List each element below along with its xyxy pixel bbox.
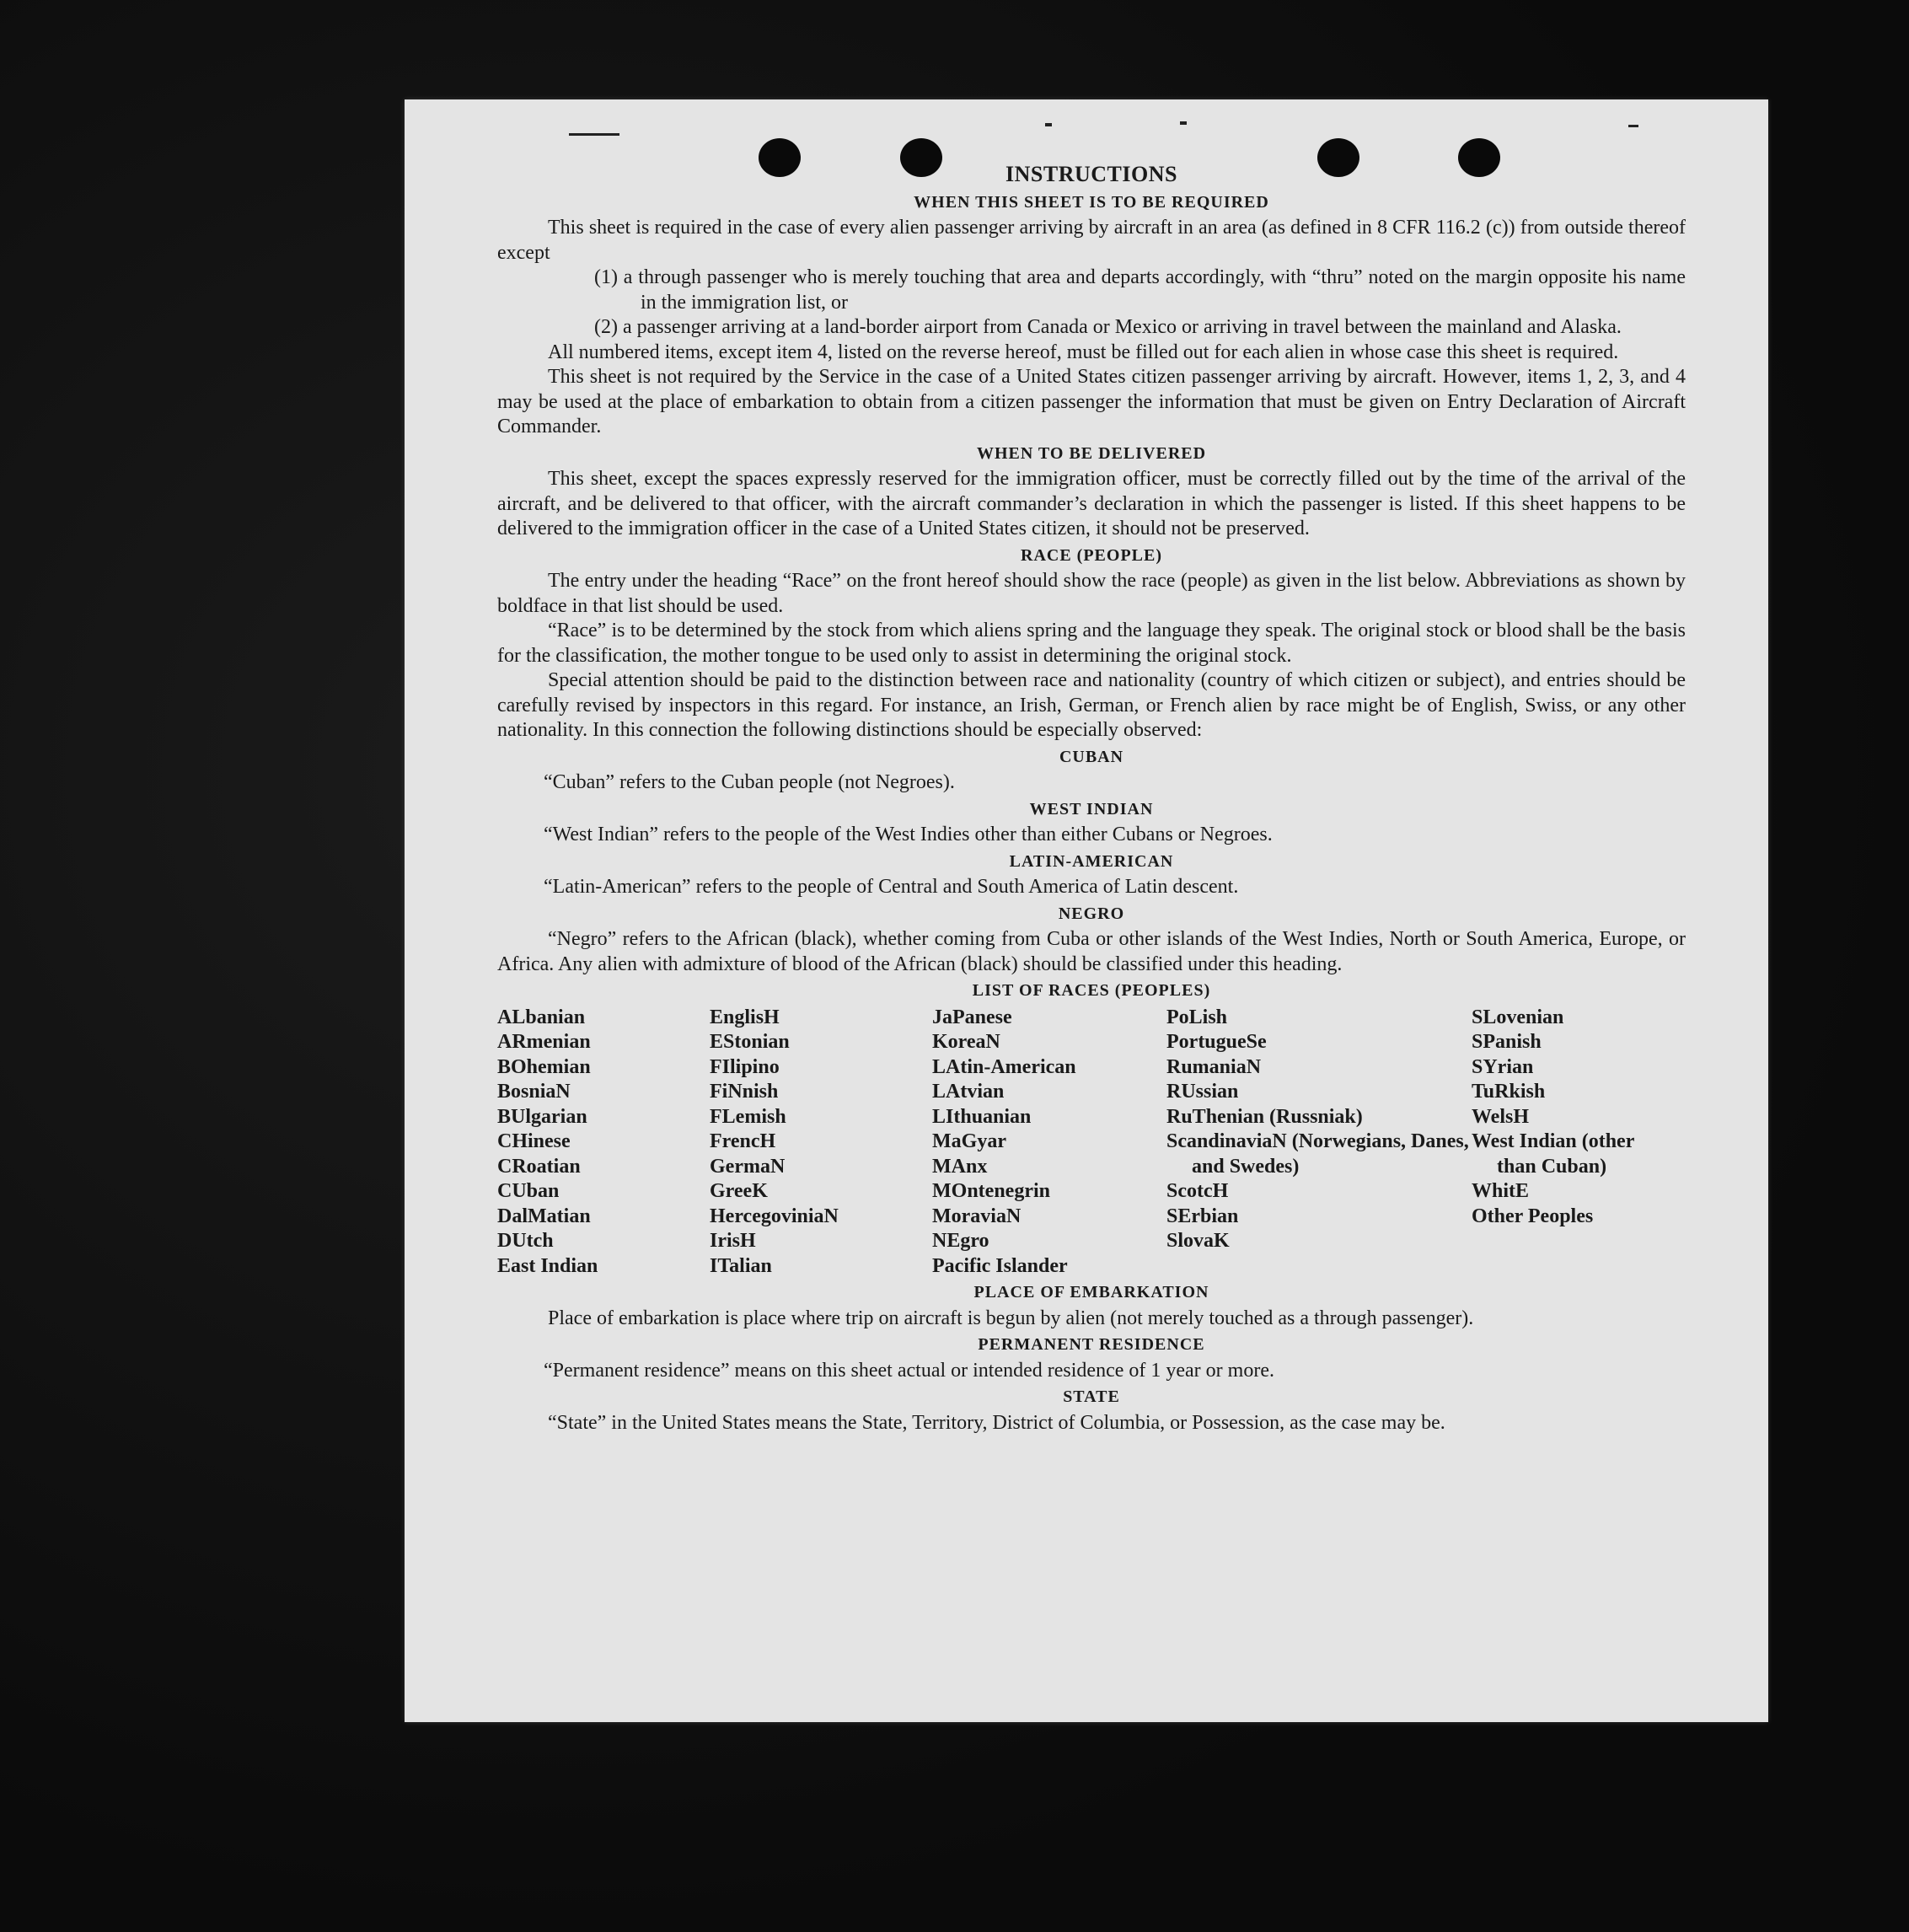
paragraph: All numbered items, except item 4, listed on the reverse hereof, must be filled out for each alien in whose case this sheet is required. [548,341,1619,363]
races-column [497,1006,710,1280]
race-entry: SPanish [1472,1031,1542,1053]
race-entry: Pacific Islander [932,1254,1068,1277]
race-entry: JaPanese [932,1006,1012,1028]
paragraph: “Race” is to be determined by the stock from which aliens spring and the language they speak. The original stock or blood shall be the basis for the classification, the mother tongue to be used only to assist in determining the original stock. [497,620,1686,667]
race-entry: Other Peoples [1472,1205,1594,1227]
race-entry: RumaniaN [1166,1055,1262,1078]
race-entry: MaGyar [932,1130,1006,1152]
section-heading: CUBAN [1059,747,1124,766]
races-list [497,1006,1686,1280]
race-entry: HercegoviniaN [710,1205,839,1227]
section-heading: LATIN-AMERICAN [1009,851,1174,871]
race-entry: BosniaN [497,1081,571,1103]
races-column [1472,1006,1674,1280]
section-heading: RACE (PEOPLE) [1021,545,1162,565]
paragraph: Place of embarkation is place where trip on aircraft is begun by alien (not merely touched as a through passenger). [548,1307,1474,1329]
document-title: INSTRUCTIONS [1005,162,1177,186]
list-item: (2) a passenger arriving at a land-border airport from Canada or Mexico or arriving in travel between the mainland and Alaska. [594,316,1622,338]
paragraph: Special attention should be paid to the distinction between race and nationality (country of which citizen or subject), and entries should be carefully revised by inspectors in this regard. For instance, an Irish, German, or French alien by race might be of English, Swiss, or any other nationality. In this connection the following distinctions should be especially observed: [497,669,1686,741]
race-entry: MoraviaN [932,1205,1022,1227]
race-entry: ScandinaviaN (Norwegians, Danes, and Swedes) [1166,1130,1469,1178]
race-entry: TuRkish [1472,1081,1546,1103]
scan-mark [1180,121,1187,125]
section-heading: NEGRO [1058,904,1125,923]
races-column [710,1006,932,1280]
section-heading: WEST INDIAN [1029,799,1154,818]
paragraph: “Cuban” refers to the Cuban people (not Negroes). [544,771,955,793]
paragraph: The entry under the heading “Race” on the front hereof should show the race (people) as given in the list below. Abbreviations as shown by boldface in that list should be used. [497,570,1686,617]
paragraph: “State” in the United States means the State, Territory, District of Columbia, or Possession, as the case may be. [548,1411,1445,1434]
race-entry: SErbian [1166,1205,1239,1227]
race-entry: LAtin-American [932,1055,1076,1078]
race-entry: CRoatian [497,1155,581,1178]
race-entry: SLovenian [1472,1006,1564,1028]
race-entry: CUban [497,1180,560,1202]
race-entry: FrencH [710,1130,776,1152]
race-entry: WhitE [1472,1180,1530,1202]
scan-mark [569,133,619,136]
instructions-body [497,162,1686,1436]
race-entry: KoreaN [932,1031,1000,1053]
race-entry: LIthuanian [932,1105,1032,1128]
paragraph: This sheet, except the spaces expressly reserved for the immigration officer, must be correctly filled out by the time of the arrival of the aircraft, and be delivered to that officer, with the aircraft commander’s declaration in which the passenger is listed. If this sheet happens to be delivered to the immigration officer in the case of a United States citizen, it should not be preserved. [497,468,1686,539]
race-entry: BOhemian [497,1055,591,1078]
race-entry: ALbanian [497,1006,586,1028]
race-entry: DUtch [497,1230,554,1252]
paragraph: “Negro” refers to the African (black), whether coming from Cuba or other islands of the West Indies, North or South America, Europe, or Africa. Any alien with admixture of blood of the African (black) should be classified under this heading. [497,928,1686,975]
race-entry: IrisH [710,1230,756,1252]
section-heading: PERMANENT RESIDENCE [978,1335,1205,1354]
section-heading: LIST OF RACES (PEOPLES) [972,981,1211,1000]
section-heading: WHEN THIS SHEET IS TO BE REQUIRED [914,192,1269,212]
race-entry: EnglisH [710,1006,780,1028]
race-entry: SlovaK [1166,1230,1230,1252]
race-entry: RUssian [1166,1081,1239,1103]
section-heading: PLACE OF EMBARKATION [973,1283,1209,1301]
race-entry: ScotcH [1166,1180,1229,1202]
race-entry: DalMatian [497,1205,591,1227]
race-entry: LAtvian [932,1081,1005,1103]
scan-mark [1045,123,1052,126]
race-entry: MOntenegrin [932,1180,1050,1202]
races-column [932,1006,1166,1280]
scan-mark [1628,125,1638,127]
races-column [1166,1006,1472,1280]
paragraph: “Latin-American” refers to the people of Central and South America of Latin descent. [544,876,1239,898]
paragraph: “Permanent residence” means on this sheet actual or intended residence of 1 year or more. [544,1359,1274,1382]
race-entry: ITalian [710,1254,772,1277]
race-entry: MAnx [932,1155,988,1178]
race-entry: BUlgarian [497,1105,587,1128]
section-heading: STATE [1063,1387,1120,1406]
race-entry: NEgro [932,1230,989,1252]
race-entry: FIlipino [710,1055,780,1078]
race-entry: EStonian [710,1031,790,1053]
race-entry: FLemish [710,1105,786,1128]
list-item: (1) a through passenger who is merely touching that area and departs accordingly, with “thru” noted on the margin opposite his name in the immigration list, or [594,266,1686,314]
paragraph: This sheet is required in the case of every alien passenger arriving by aircraft in an area (as defined in 8 CFR 116.2 (c)) from outside thereof except [497,217,1686,264]
race-entry: PortugueSe [1166,1031,1267,1053]
paragraph: “West Indian” refers to the people of the West Indies other than either Cubans or Negroes. [544,824,1273,845]
race-entry: GermaN [710,1155,786,1178]
race-entry: CHinese [497,1130,571,1152]
race-entry: ARmenian [497,1031,591,1053]
race-entry: West Indian (other than Cuban) [1472,1130,1634,1178]
race-entry: FiNnish [710,1081,779,1103]
section-heading: WHEN TO BE DELIVERED [976,443,1207,463]
document-page [405,99,1768,1722]
race-entry: GreeK [710,1180,768,1202]
race-entry: East Indian [497,1254,598,1277]
race-entry: RuThenian (Russniak) [1166,1105,1363,1128]
race-entry: SYrian [1472,1055,1534,1078]
race-entry: WelsH [1472,1105,1530,1128]
paragraph: This sheet is not required by the Service in the case of a United States citizen passenger arriving by aircraft. However, items 1, 2, 3, and 4 may be used at the place of embarkation to obtain from a citizen passenger the information that must be given on Entry Declaration of Aircraft Commander. [497,366,1686,437]
race-entry: PoLish [1166,1006,1228,1028]
